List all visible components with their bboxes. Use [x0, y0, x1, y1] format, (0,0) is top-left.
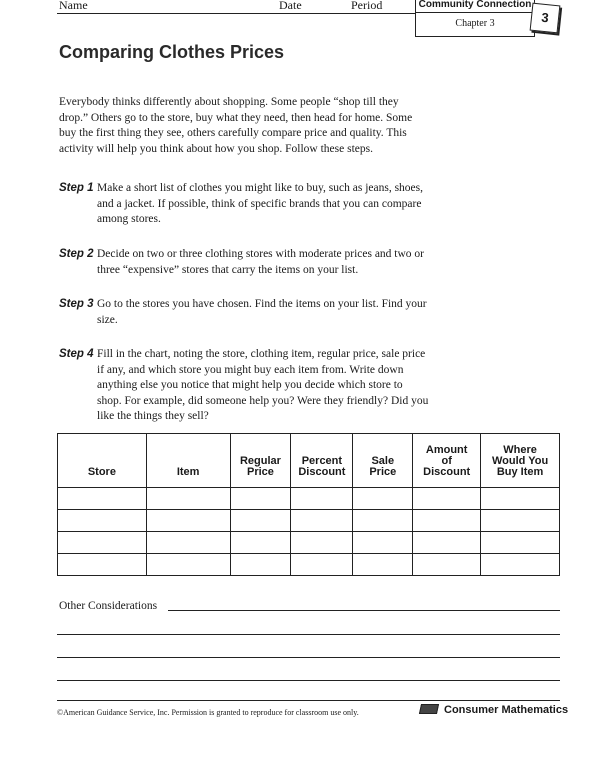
- table-cell[interactable]: [413, 488, 481, 510]
- header-amount-of-discount: Amount of Discount: [413, 434, 481, 488]
- table-cell[interactable]: [353, 532, 413, 554]
- write-in-line[interactable]: [57, 680, 560, 681]
- step-4: [59, 347, 429, 425]
- step-2: [59, 247, 429, 278]
- step-text: Decide on two or three clothing stores with moderate prices and two or three “expensive” stores that carry the items on your list.: [97, 248, 425, 276]
- table-cell[interactable]: [146, 554, 230, 576]
- table-cell[interactable]: [353, 488, 413, 510]
- table-cell[interactable]: [291, 554, 353, 576]
- header-percent-discount: Percent Discount: [291, 434, 353, 488]
- footer-divider: [57, 700, 560, 701]
- table-cell[interactable]: [413, 510, 481, 532]
- table-cell[interactable]: [481, 554, 560, 576]
- step-1: [59, 181, 429, 228]
- book-title: [420, 704, 568, 716]
- table-cell[interactable]: [353, 554, 413, 576]
- table-cell[interactable]: [146, 532, 230, 554]
- badge-subtitle: Chapter 3: [455, 18, 495, 29]
- header-line: [57, 0, 417, 14]
- table-cell[interactable]: [58, 488, 147, 510]
- step-3: [59, 297, 429, 328]
- table-cell[interactable]: [413, 554, 481, 576]
- copyright-notice: ©American Guidance Service, Inc. Permission is granted to reproduce for classroom use only.: [57, 708, 359, 717]
- date-label: Date: [279, 0, 302, 12]
- table-cell[interactable]: [291, 488, 353, 510]
- table-cell[interactable]: [230, 488, 291, 510]
- table-cell[interactable]: [230, 554, 291, 576]
- table-cell[interactable]: [146, 488, 230, 510]
- header-regular-price: Regular Price: [230, 434, 291, 488]
- period-label: Period: [351, 0, 383, 12]
- table-cell[interactable]: [481, 532, 560, 554]
- table-cell[interactable]: [291, 510, 353, 532]
- book-title-text: Consumer Mathematics: [444, 704, 569, 716]
- table-row: [58, 488, 560, 510]
- table-cell[interactable]: [58, 554, 147, 576]
- page-title: Comparing Clothes Prices: [59, 42, 285, 62]
- table-cell[interactable]: [353, 510, 413, 532]
- name-label: Name: [59, 0, 88, 12]
- intro-paragraph: Everybody thinks differently about shopping. Some people “shop till they drop.” Others go to the store, buy what they need, then head for home. Some buy the first thing they see, others carefully compare price and quality. This activity will help you think about how you shop. Follow these steps.: [59, 96, 413, 155]
- table-cell[interactable]: [58, 532, 147, 554]
- other-considerations-label: Other Considerations: [59, 600, 158, 612]
- table-cell[interactable]: [481, 510, 560, 532]
- step-label: Step 4: [59, 348, 94, 360]
- write-in-line[interactable]: [168, 610, 560, 611]
- header-item: Item: [146, 434, 230, 488]
- table-cell[interactable]: [58, 510, 147, 532]
- price-comparison-table: [57, 433, 560, 576]
- step-text: Fill in the chart, noting the store, clothing item, regular price, sale price if any, and which store you might buy each item from. Write down anything else you notice that might help you decide which store to shop. For example, did someone help you? Were they friendly? Did you like the things they sell?: [97, 348, 429, 422]
- table-cell[interactable]: [230, 510, 291, 532]
- chapter-number: 3: [530, 3, 561, 34]
- step-text: Make a short list of clothes you might like to buy, such as jeans, shoes, and a jacket. If possible, think of specific brands that you can compare among stores.: [97, 182, 423, 225]
- write-in-line[interactable]: [57, 657, 560, 658]
- table-cell[interactable]: [481, 488, 560, 510]
- table-row: [58, 510, 560, 532]
- badge-divider: [416, 12, 534, 13]
- header-sale-price: Sale Price: [353, 434, 413, 488]
- header-store: Store: [58, 434, 147, 488]
- header-where-buy: Where Would You Buy Item: [481, 434, 560, 488]
- table-cell[interactable]: [291, 532, 353, 554]
- write-in-line[interactable]: [57, 634, 560, 635]
- table-row: [58, 554, 560, 576]
- table-row: [58, 532, 560, 554]
- step-label: Step 3: [59, 298, 94, 310]
- table-cell[interactable]: [146, 510, 230, 532]
- book-icon: [419, 704, 439, 714]
- table-cell[interactable]: [230, 532, 291, 554]
- step-label: Step 1: [59, 182, 94, 194]
- table-header-row: [58, 434, 560, 488]
- badge-title: Community Connection: [418, 0, 532, 10]
- step-text: Go to the stores you have chosen. Find the items on your list. Find your size.: [97, 298, 427, 326]
- table-cell[interactable]: [413, 532, 481, 554]
- step-label: Step 2: [59, 248, 94, 260]
- chapter-badge: [415, 0, 535, 37]
